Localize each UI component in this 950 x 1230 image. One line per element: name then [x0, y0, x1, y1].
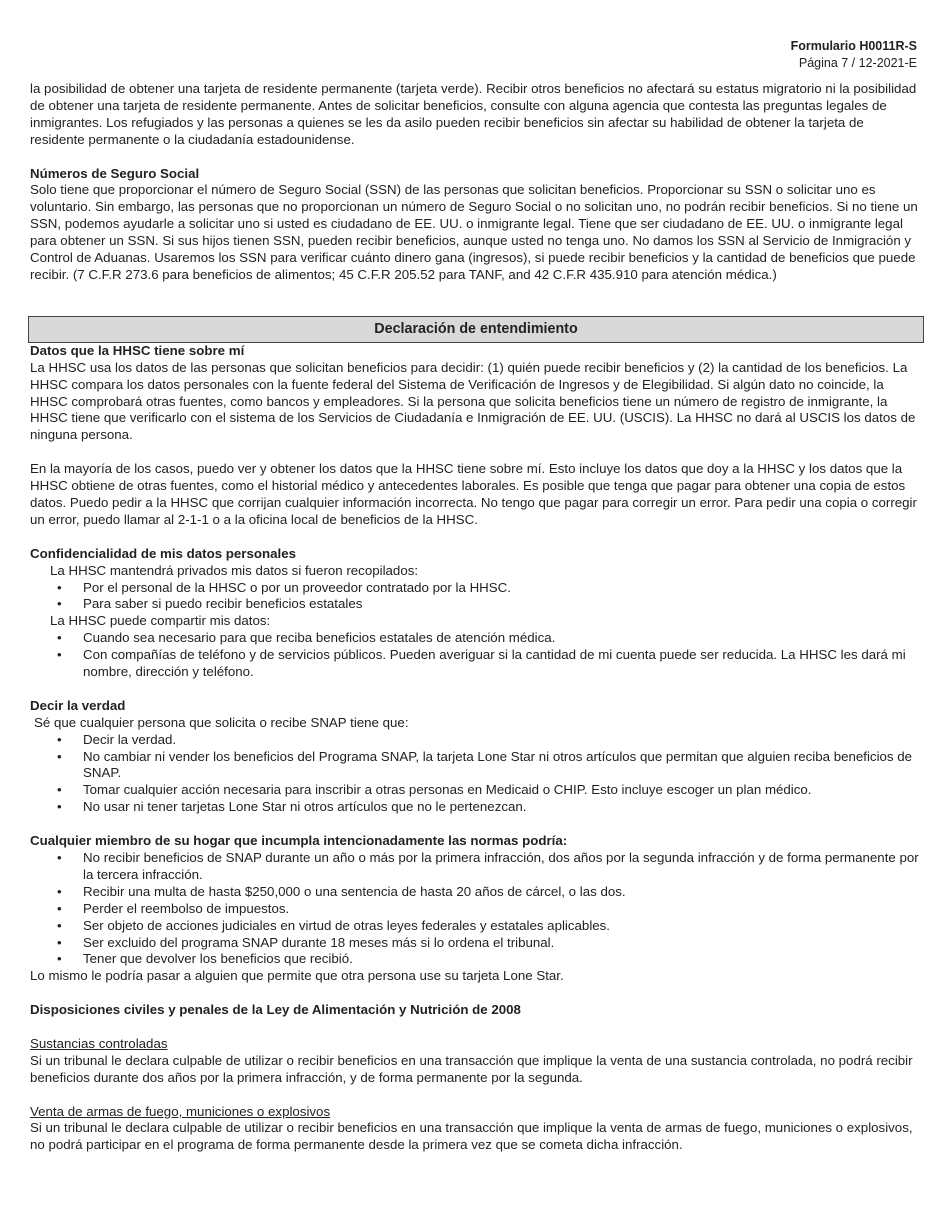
- bullet: •: [57, 917, 62, 933]
- form-id: Formulario H0011R-S: [790, 39, 917, 53]
- bullet: •: [57, 579, 62, 595]
- form-header: [791, 38, 917, 72]
- bullet: •: [57, 596, 62, 612]
- bullet: •: [57, 849, 62, 865]
- intro-paragraph: la posibilidad de obtener una tarjeta de residente permanente (tarjeta verde). Recibir otros beneficios no afectará su estatus migratorio ni la posibilidad de obtener una tarjeta de residente permanente. Antes de solicitar beneficios, consulte con alguna agencia que contesta las preguntas legales de inmigrantes. Los refugiados y las personas a quienes se les da asilo pueden recibir beneficios sin afectar su habilidad de obtener la tarjeta de residente permanente o la ciudadanía estadounidense.: [30, 81, 917, 147]
- bullet: •: [57, 900, 62, 916]
- bullet: •: [57, 748, 62, 764]
- confidentiality-intro-2: La HHSC puede compartir mis datos:: [50, 613, 271, 629]
- list-item: • Decir la verdad.: [57, 731, 177, 747]
- bullet: •: [57, 630, 62, 646]
- violations-list: [30, 850, 922, 968]
- firearms-paragraph: Si un tribunal le declara culpable de utilizar o recibir beneficios en una transacción que implique la venta de armas de fuego, municiones o explosivos, no podrá participar en el programa de forma permanente desde la primera vez que se cometa dicha infracción.: [30, 1120, 913, 1153]
- list-item: • Ser objeto de acciones judiciales en virtud de otras leyes federales y estatales aplicables.: [57, 917, 611, 933]
- page-info: Página 7 / 12-2021-E: [798, 56, 917, 70]
- ssn-heading: Números de Seguro Social: [30, 165, 200, 181]
- list-item: • Recibir una multa de hasta $250,000 o una sentencia de hasta 20 años de cárcel, o las dos.: [57, 883, 626, 899]
- confidentiality-intro-1: La HHSC mantendrá privados mis datos si fueron recopilados:: [50, 562, 419, 578]
- ssn-paragraph: Solo tiene que proporcionar el número de Seguro Social (SSN) de las personas que solicitan beneficios. Proporcionar su SSN o solicitar uno es voluntario. Sin embargo, las personas que no proporcionan un número de Seguro Social o no solicitan uno, no podrán recibir beneficios. Si no tiene un SSN, podemos ayudarle a solicitar uno si usted es ciudadano de EE. UU. o inmigrante legal. Tiene que ser ciudadano de EE. UU. o inmigrante legal para obtener un SSN. Si sus hijos tienen SSN, pueden recibir beneficios, aunque usted no tenga uno. No damos los SSN al Servicio de Inmigración y Control de Aduanas. Usaremos los SSN para verificar cuánto dinero gana (ingresos), si puede recibir beneficios y la cantidad de beneficios que puede recibir. (7 C.F.R 273.6 para beneficios de alimentos; 45 C.F.R 205.52 para TANF, and 42 C.F.R 435.910 para atención médica.): [30, 182, 918, 282]
- bullet: •: [57, 883, 62, 899]
- list-item: • Ser excluido del programa SNAP durante 18 meses más si lo ordena el tribunal.: [57, 934, 555, 950]
- firearms-heading: Venta de armas de fuego, municiones o explosivos: [30, 1103, 331, 1119]
- violations-closing: Lo mismo le podría pasar a alguien que permite que otra persona use su tarjeta Lone Star.: [30, 968, 564, 984]
- list-item: • No recibir beneficios de SNAP durante un año o más por la primera infracción, dos años por la segunda infracción y de forma permanente por la tercera infracción.: [57, 849, 919, 882]
- bullet: •: [57, 799, 62, 815]
- truth-intro: Sé que cualquier persona que solicita o recibe SNAP tiene que:: [34, 714, 409, 730]
- list-item: • Tener que devolver los beneficios que recibió.: [57, 951, 353, 967]
- confidentiality-list-1: [30, 580, 922, 614]
- bullet: •: [57, 934, 62, 950]
- bullet: •: [57, 951, 62, 967]
- list-item: • Cuando sea necesario para que reciba beneficios estatales de atención médica.: [57, 630, 556, 646]
- data-paragraph-1: La HHSC usa los datos de las personas que solicitan beneficios para decidir: (1) quién puede recibir beneficios y (2) la cantidad de los beneficios. La HHSC compara los datos personales con la fuente federal del Sistema de Verificación de Ingresos y de Elegibilidad. Si algún dato no coincide, la HHSC comprobará otras fuentes, como bancos y empleadores. Si la persona que solicita beneficios tiene un número de registro de inmigrante, la HHSC tiene que verificarlo con el sistema de los Servicios de Ciudadanía e Inmigración de EE. UU. (USCIS). La HHSC no dará al USCIS los datos de ninguna persona.: [30, 359, 916, 443]
- document-body: [30, 81, 922, 1154]
- list-item: • Tomar cualquier acción necesaria para inscribir a otras personas en Medicaid o CHIP. Esto incluye escoger un plan médico.: [57, 782, 812, 798]
- bullet: •: [57, 731, 62, 747]
- data-paragraph-2: En la mayoría de los casos, puedo ver y obtener los datos que la HHSC tiene sobre mí. Esto incluye los datos que doy a la HHSC y los datos que la HHSC obtiene de otras fuentes, como el historial médico y antecedentes laborales. Es posible que tenga que pagar para obtener una copia de estos datos. Puedo pedir a la HHSC que corrijan cualquier información incorrecta. No tengo que pagar para corregir un error. Para pedir una copia o corregir un error, puedo llamar al 2-1-1 o a la oficina local de beneficios de la HHSC.: [30, 461, 917, 527]
- list-item: • No usar ni tener tarjetas Lone Star ni otros artículos que no le pertenezcan.: [57, 799, 527, 815]
- confidentiality-heading: Confidencialidad de mis datos personales: [30, 545, 297, 561]
- controlled-substances-heading: Sustancias controladas: [30, 1035, 168, 1051]
- confidentiality-list-2: [30, 630, 922, 681]
- list-item: • No cambiar ni vender los beneficios del Programa SNAP, la tarjeta Lone Star ni otros artículos que permitan que alguien reciba beneficios de SNAP.: [57, 748, 913, 781]
- provisions-heading: Disposiciones civiles y penales de la Ley de Alimentación y Nutrición de 2008: [30, 1002, 521, 1018]
- bullet: •: [57, 647, 62, 663]
- declaration-section-title: Declaración de entendimiento: [28, 316, 924, 343]
- list-item: • Para saber si puedo recibir beneficios estatales: [57, 596, 363, 612]
- violations-heading: Cualquier miembro de su hogar que incumpla intencionadamente las normas podría:: [30, 833, 568, 849]
- controlled-substances-paragraph: Si un tribunal le declara culpable de utilizar o recibir beneficios en una transacción que implique la venta de una sustancia controlada, no podrá recibir beneficios durante dos años por la primera infracción, y de forma permanente por la segunda.: [30, 1052, 913, 1085]
- bullet: •: [57, 782, 62, 798]
- truth-list: [30, 732, 922, 817]
- list-item: • Con compañías de teléfono y de servicios públicos. Pueden averiguar si la cantidad de mi cuenta puede ser reducida. La HHSC les dará mi nombre, dirección y teléfono.: [57, 647, 906, 680]
- data-heading: Datos que la HHSC tiene sobre mí: [30, 342, 245, 358]
- list-item: • Perder el reembolso de impuestos.: [57, 900, 290, 916]
- list-item: • Por el personal de la HHSC o por un proveedor contratado por la HHSC.: [57, 579, 511, 595]
- truth-heading: Decir la verdad: [30, 697, 126, 713]
